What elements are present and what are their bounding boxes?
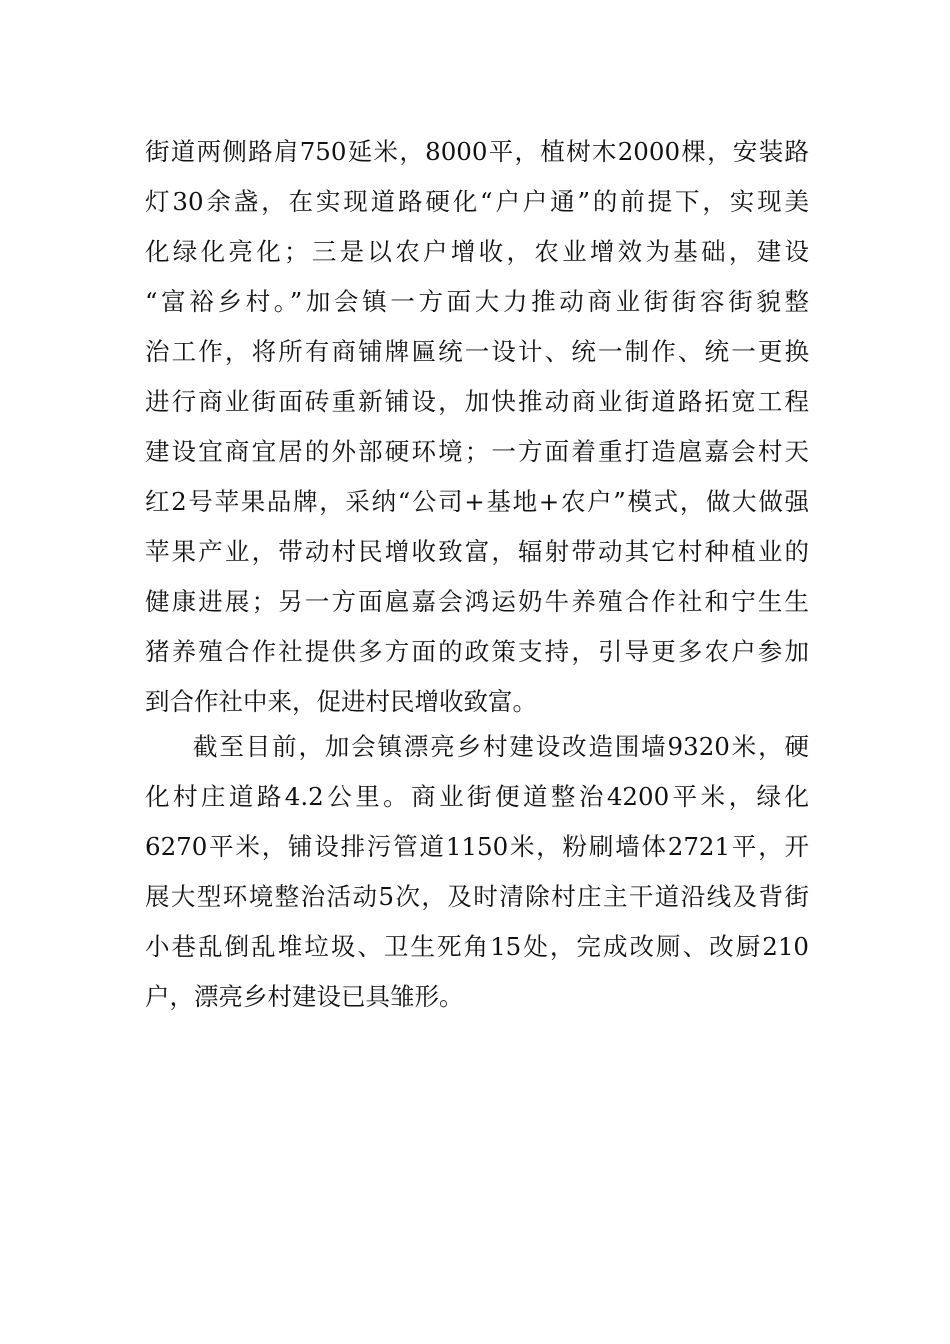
text-line: 进行商业街面砖重新铺设，加快推动商业街道路拓宽工程	[145, 387, 809, 416]
text-line: 红2号苹果品牌，采纳“公司+基地+农户”模式，做大做强	[145, 487, 809, 516]
text-line: 苹果产业，带动村民增收致富，辐射带动其它村种植业的	[145, 537, 809, 566]
text-line: 到合作社中来，促进村民增收致富。	[145, 687, 537, 716]
text-line: 截至目前，加会镇漂亮乡村建设改造围墙9320米，硬	[193, 732, 809, 761]
text-line: 灯30余盏，在实现道路硬化“户户通”的前提下，实现美	[145, 187, 809, 216]
text-line: 街道两侧路肩750延米，8000平，植树木2000棵，安装路	[145, 137, 809, 166]
text-line: 健康进展；另一方面扈嘉会鸿运奶牛养殖合作社和宁生生	[145, 587, 809, 616]
text-line: “富裕乡村。”加会镇一方面大力推动商业街街容街貌整	[145, 287, 809, 316]
text-line: 治工作，将所有商铺牌匾统一设计、统一制作、统一更换	[145, 337, 809, 366]
text-line: 展大型环境整治活动5次，及时清除村庄主干道沿线及背街	[145, 882, 809, 911]
text-line: 6270平米，铺设排污管道1150米，粉刷墙体2721平，开	[145, 832, 809, 861]
text-line: 户，漂亮乡村建设已具雏形。	[145, 982, 464, 1011]
text-line: 化村庄道路4.2公里。商业街便道整治4200平米，绿化	[145, 782, 809, 811]
text-line: 猪养殖合作社提供多方面的政策支持，引导更多农户参加	[145, 637, 809, 666]
text-line: 小巷乱倒乱堆垃圾、卫生死角15处，完成改厕、改厨210	[145, 932, 809, 961]
text-line: 建设宜商宜居的外部硬环境；一方面着重打造扈嘉会村天	[145, 437, 809, 466]
paragraph-1	[145, 127, 809, 727]
paragraph-2	[145, 722, 809, 1022]
text-line: 化绿化亮化；三是以农户增收，农业增效为基础，建设	[145, 237, 809, 266]
